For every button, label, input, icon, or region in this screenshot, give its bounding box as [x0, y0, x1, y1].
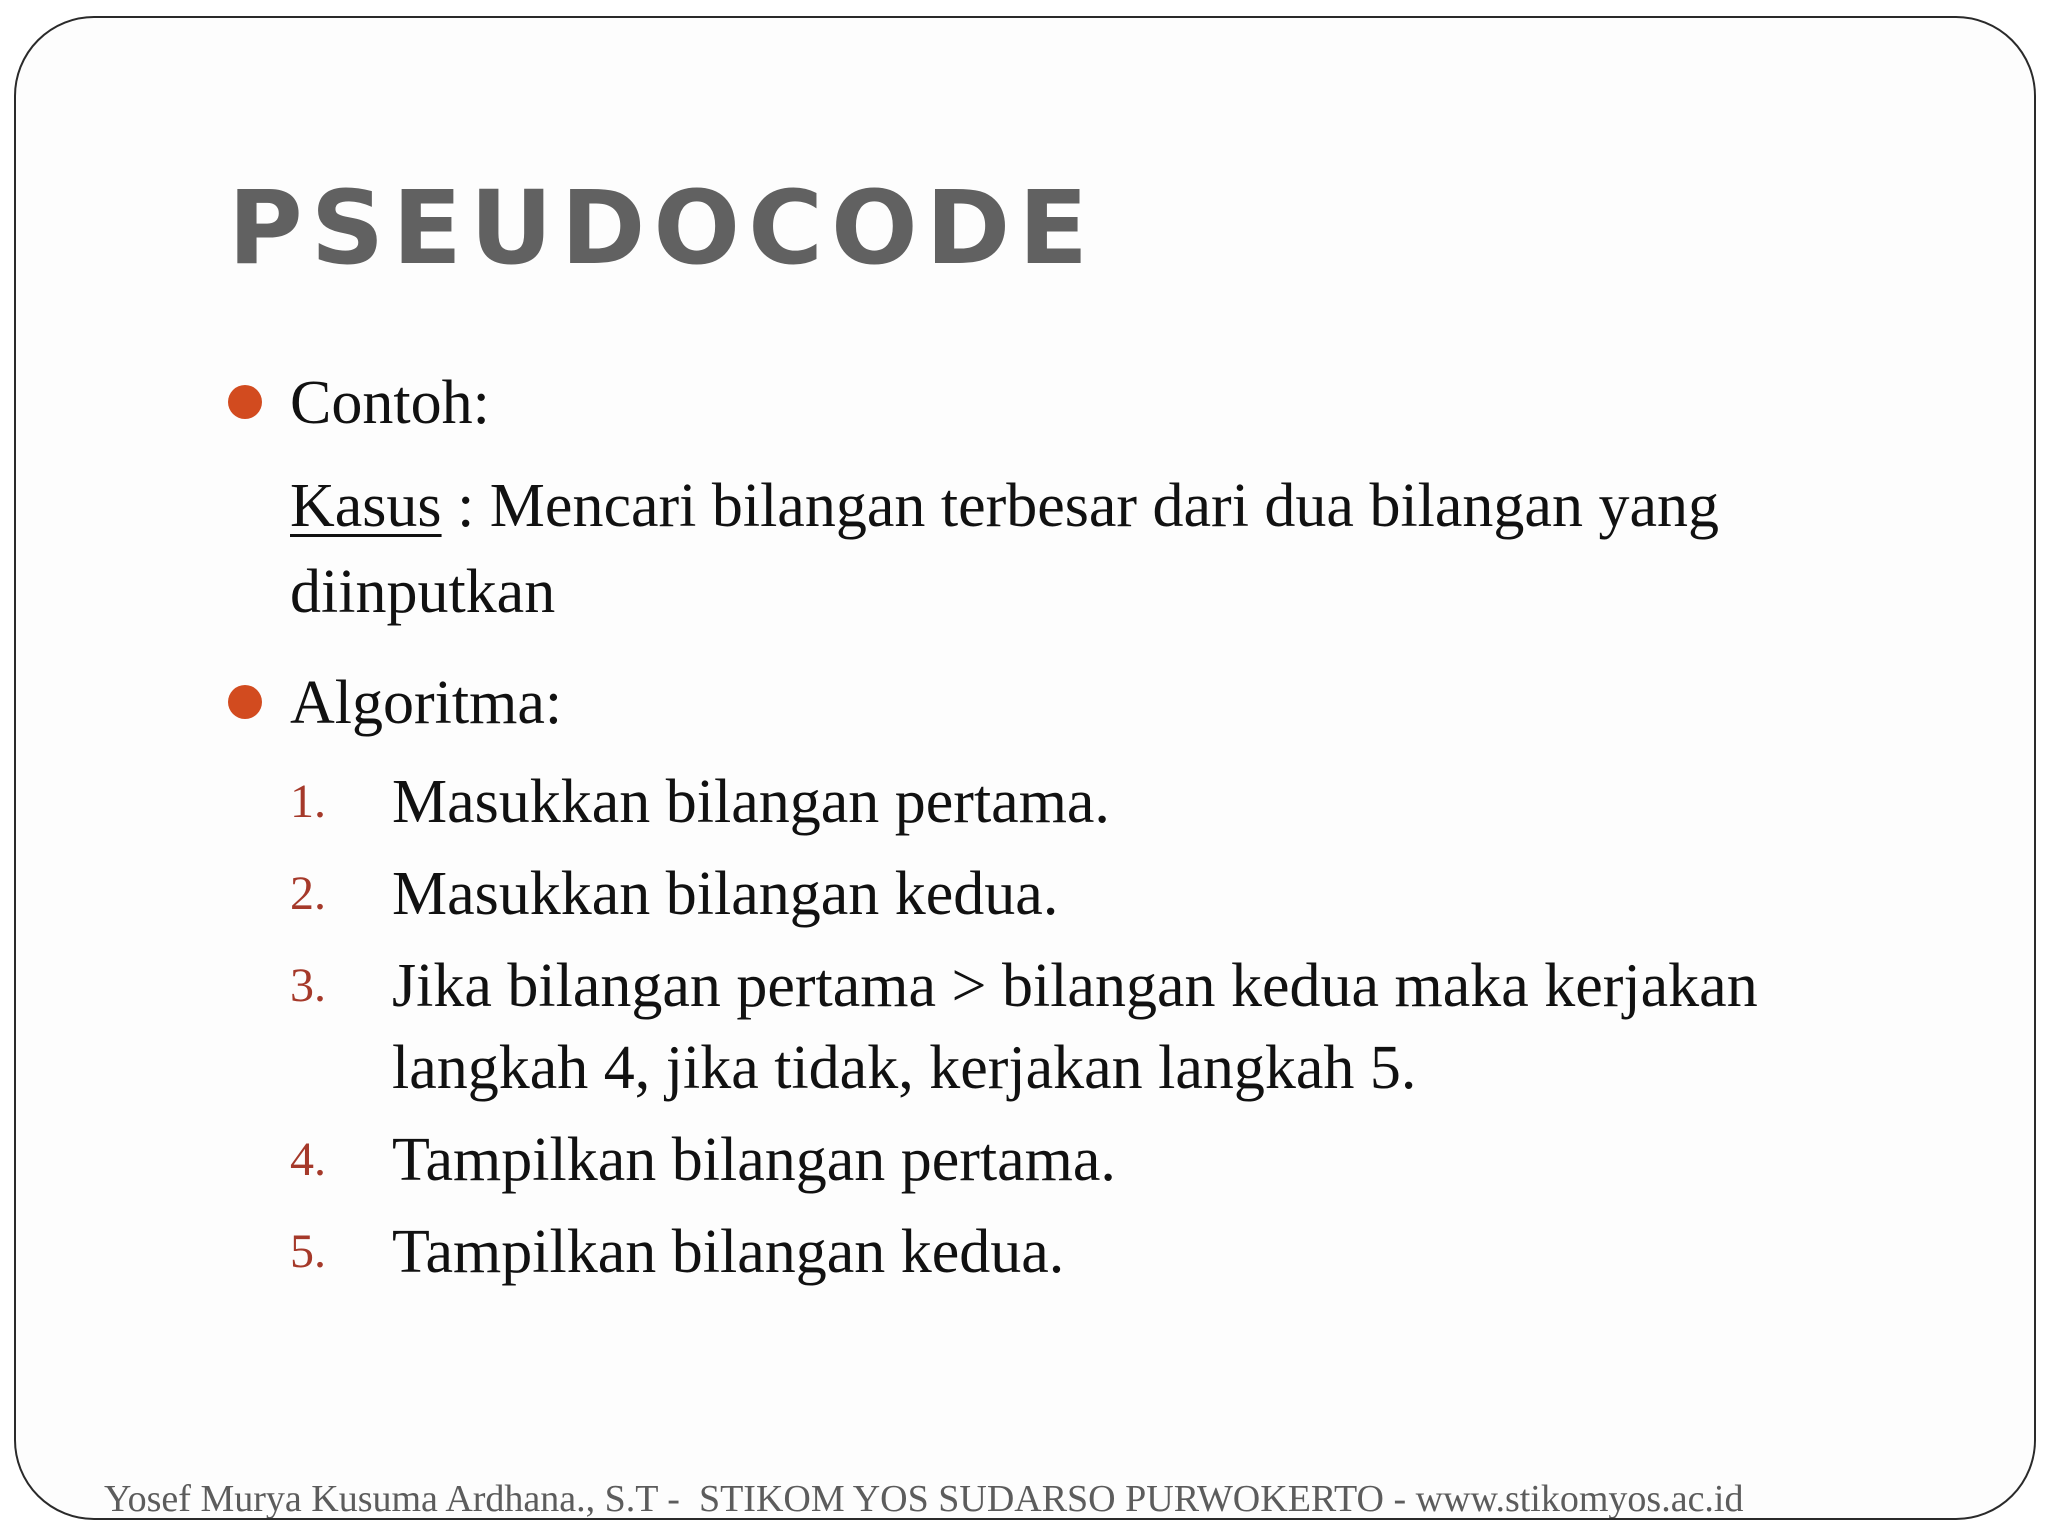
bullet-contoh [228, 363, 1928, 443]
list-item [290, 1119, 1928, 1201]
kasus-description: Mencari bilangan terbesar dari dua bilangan yang diinputkan [290, 472, 1719, 626]
algorithm-steps-list [290, 761, 1928, 1293]
bullet-label: Algoritma: [290, 669, 563, 737]
bullet-dot-icon [228, 385, 262, 419]
step-number: 2. [290, 867, 326, 920]
kasus-text-block [290, 463, 1928, 635]
step-text: Tampilkan bilangan kedua. [392, 1218, 1065, 1286]
bullet-algoritma [228, 663, 1928, 743]
slide-title: PSEUDOCODE [228, 169, 1097, 288]
kasus-separator: : [441, 472, 490, 540]
step-text: Tampilkan bilangan pertama. [392, 1126, 1116, 1194]
step-number: 3. [290, 959, 326, 1012]
list-item [290, 853, 1928, 935]
step-text: Masukkan bilangan kedua. [392, 860, 1059, 928]
list-item [290, 1211, 1928, 1293]
list-item [290, 945, 1928, 1109]
step-number: 5. [290, 1225, 326, 1278]
slide-content [228, 363, 1928, 1303]
step-text: Masukkan bilangan pertama. [392, 768, 1110, 836]
kasus-label: Kasus [290, 472, 442, 540]
slide [14, 16, 2036, 1520]
step-text: Jika bilangan pertama > bilangan kedua maka kerjakan langkah 4, jika tidak, kerjakan langkah 5. [392, 952, 1758, 1102]
slide-footer: Yosef Murya Kusuma Ardhana., S.T - STIKOM YOS SUDARSO PURWOKERTO - www.stikomyos.ac.id [104, 1478, 1744, 1520]
bullet-label: Contoh: [290, 369, 490, 437]
list-item [290, 761, 1928, 843]
bullet-dot-icon [228, 685, 262, 719]
step-number: 4. [290, 1133, 326, 1186]
step-number: 1. [290, 775, 326, 828]
